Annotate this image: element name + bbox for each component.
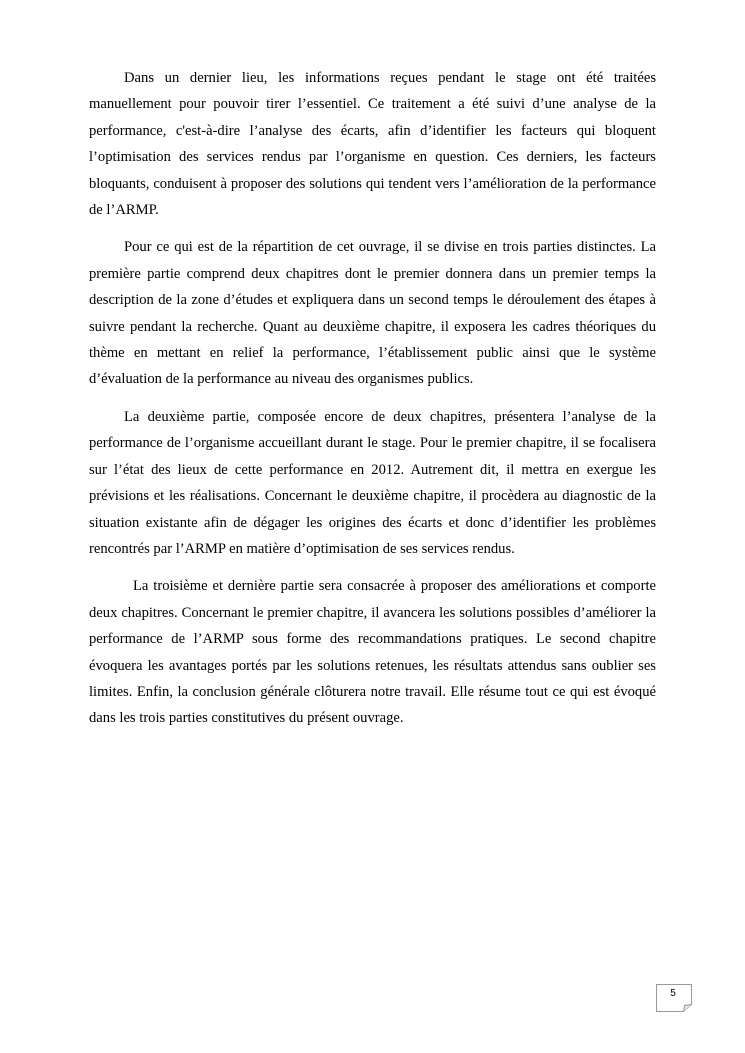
document-body — [89, 65, 656, 743]
paragraph-part-two: La deuxième partie, composée encore de deux chapitres, présentera l’analyse de la performance de l’organisme accueillant durant le stage. Pour le premier chapitre, il se focalisera sur l’état des lieux de cette performance en 2012. Autrement dit, il mettra en exergue les prévisions et les réalisations. Concernant le deuxième chapitre, il procèdera au diagnostic de la situation existante afin de dégager les origines des écarts et donc d’identifier les problèmes rencontrés par l’ARMP en matière d’optimisation de ses services rendus. — [89, 408, 656, 557]
page-number: 5 — [670, 988, 676, 999]
paragraph-structure-part-one: Pour ce qui est de la répartition de cet ouvrage, il se divise en trois parties distinctes. La première partie comprend deux chapitres dont le premier donnera dans un premier temps la description de la zone d’études et expliquera dans un second temps le déroulement des étapes à suivre pendant la recherche. Quant au deuxième chapitre, il exposera les cadres théoriques du thème en mettant en relief la performance, l’établissement public ainsi que le système d’évaluation de la performance au niveau des organismes publics. — [89, 239, 656, 388]
paragraph-methodology: Dans un dernier lieu, les informations reçues pendant le stage ont été traitées manuellement pour pouvoir tirer l’essentiel. Ce traitement a été suivi d’une analyse de la performance, c'est-à-dire l’analyse des écarts, afin d’identifier les facteurs qui bloquent l’optimisation des services rendus par l’organisme en question. Ces derniers, les facteurs bloquants, conduisent à proposer des solutions qui tendent vers l’amélioration de la performance de l’ARMP. — [89, 70, 656, 219]
paragraph-part-three: La troisième et dernière partie sera consacrée à proposer des améliorations et comporte deux chapitres. Concernant le premier chapitre, il avancera les solutions possibles d’améliorer la performance de l’ARMP sous forme des recommandations pratiques. Le second chapitre évoquera les avantages portés par les solutions retenues, les résultats attendus sans oublier ses limites. Enfin, la conclusion générale clôturera notre travail. Elle résume tout ce qui est évoqué dans les trois parties constitutives du présent ouvrage. — [89, 578, 656, 727]
page-number-badge — [656, 984, 692, 1012]
